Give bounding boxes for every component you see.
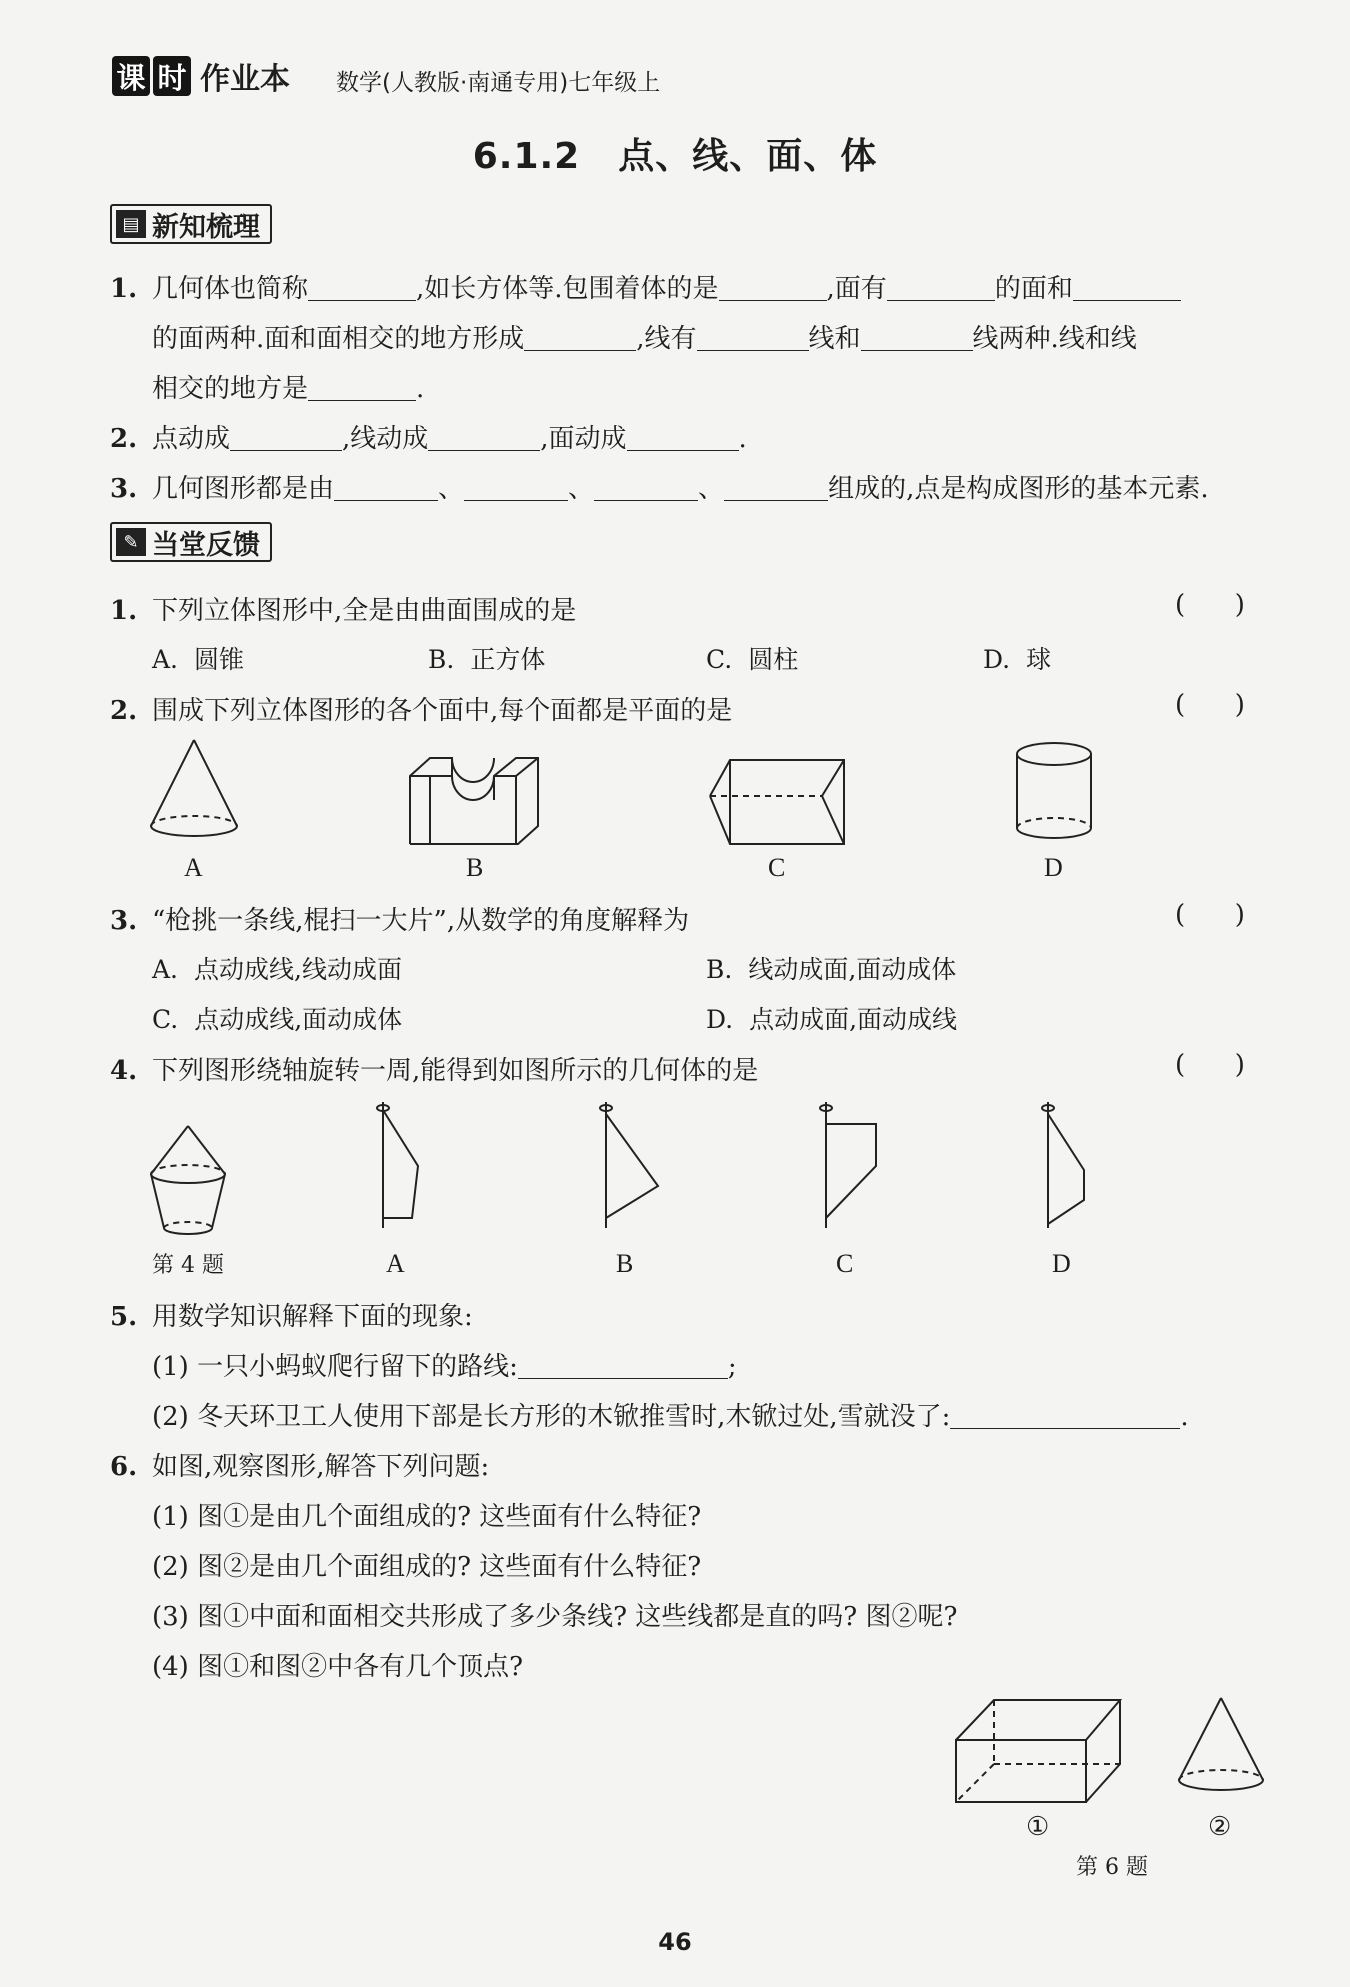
answer-blank[interactable] xyxy=(518,1354,728,1379)
text: (2) 冬天环卫工人使用下部是长方形的木锨推雪时,木锨过处,雪就没了: xyxy=(152,1402,951,1432)
cone-figure[interactable] xyxy=(1176,1696,1266,1804)
brand-logo xyxy=(112,56,290,96)
answer-paren[interactable]: ( ) xyxy=(1175,590,1245,620)
s1-q1-line3 xyxy=(152,368,424,405)
section-title: 点、线、面、体 xyxy=(618,136,878,177)
question-number: 6. xyxy=(110,1452,138,1482)
s1-q2 xyxy=(110,418,747,455)
option-text: 点动成线,线动成面 xyxy=(194,955,402,984)
option-a[interactable] xyxy=(152,640,244,676)
question-text: 用数学知识解释下面的现象: xyxy=(152,1302,473,1332)
logo-text: 作业本 xyxy=(200,62,290,97)
rotation-shape-a[interactable] xyxy=(370,1100,430,1230)
s1-q1-line1 xyxy=(110,268,1181,305)
answer-blank[interactable] xyxy=(334,476,438,501)
question-number: 3. xyxy=(110,474,138,504)
option-c[interactable] xyxy=(706,640,798,676)
page-title xyxy=(0,128,1350,179)
answer-blank[interactable] xyxy=(887,276,995,301)
option-letter: B. xyxy=(428,645,455,674)
question-number: 2. xyxy=(110,696,138,726)
cuboid-figure[interactable] xyxy=(954,1696,1124,1806)
section-header-label: 新知梳理 xyxy=(152,211,260,243)
section-header-label: 当堂反馈 xyxy=(152,529,260,561)
s2-q6 xyxy=(110,1446,489,1483)
question-number: 1. xyxy=(110,274,138,304)
figure-label-a: A xyxy=(386,1249,405,1278)
text: 几何体也简称 xyxy=(152,274,309,304)
question-text: 如图,观察图形,解答下列问题: xyxy=(152,1452,490,1482)
rotation-shape-d[interactable] xyxy=(1036,1100,1106,1230)
s2-q6-sub: (2) 图②是由几个面组成的? 这些面有什么特征? xyxy=(152,1552,702,1582)
section-header-class-feedback xyxy=(110,522,272,562)
option-letter: D. xyxy=(983,645,1011,674)
s2-q6-sub: (3) 图①中面和面相交共形成了多少条线? 这些线都是直的吗? 图②呢? xyxy=(152,1602,958,1632)
option-letter: D. xyxy=(706,1005,734,1034)
question-text: 下列立体图形中,全是由曲面围成的是 xyxy=(152,596,577,626)
option-text: 圆柱 xyxy=(748,645,799,674)
option-letter: C. xyxy=(152,1005,179,1034)
answer-blank[interactable] xyxy=(627,426,739,451)
answer-blank[interactable] xyxy=(861,326,973,351)
option-a[interactable] xyxy=(152,950,402,986)
figure-label-b: B xyxy=(616,1249,634,1278)
s2-q2 xyxy=(110,690,732,727)
option-b[interactable] xyxy=(706,950,956,986)
triangular-prism-figure[interactable] xyxy=(708,756,848,848)
rotation-shape-c[interactable] xyxy=(814,1100,894,1230)
figure-label-d: D xyxy=(1044,853,1063,882)
s1-q3 xyxy=(110,468,1209,505)
answer-paren[interactable]: ( ) xyxy=(1175,1050,1245,1080)
figure-label-2: ② xyxy=(1208,1812,1232,1841)
cone-on-frustum-figure[interactable] xyxy=(148,1124,228,1240)
pen-icon: ✎ xyxy=(116,528,146,556)
question-number: 3. xyxy=(110,906,138,936)
option-b[interactable] xyxy=(428,640,545,676)
question-text: “枪挑一条线,棍扫一大片”,从数学的角度解释为 xyxy=(152,906,690,936)
s2-q5-sub1 xyxy=(152,1346,737,1383)
text: . xyxy=(738,424,747,454)
book-subtitle: 数学(人教版·南通专用)七年级上 xyxy=(336,70,661,96)
text: 、 xyxy=(698,474,725,504)
question-number: 4. xyxy=(110,1056,138,1086)
answer-blank[interactable] xyxy=(308,376,416,401)
option-text: 点动成面,面动成线 xyxy=(749,1005,958,1034)
s2-q5 xyxy=(110,1296,473,1333)
option-letter: B. xyxy=(706,955,733,984)
page-number: 46 xyxy=(658,1928,692,1956)
answer-blank[interactable] xyxy=(719,276,827,301)
logo-char: 时 xyxy=(153,56,191,96)
text: ,线动成 xyxy=(342,424,429,454)
answer-blank[interactable] xyxy=(464,476,568,501)
figure-label-1: ① xyxy=(1026,1812,1050,1841)
option-text: 圆锥 xyxy=(194,645,245,674)
s2-q5-sub2 xyxy=(152,1396,1189,1433)
figure-caption-q4: 第 4 题 xyxy=(152,1253,224,1278)
figure-label-c: C xyxy=(768,853,786,882)
s2-q6-sub: (1) 图①是由几个面组成的? 这些面有什么特征? xyxy=(152,1502,702,1532)
answer-blank[interactable] xyxy=(308,276,416,301)
s2-q6-sub: (4) 图①和图②中各有几个顶点? xyxy=(152,1652,524,1682)
text: ,面动成 xyxy=(540,424,627,454)
figure-label-c: C xyxy=(836,1249,854,1278)
text: 的面和 xyxy=(994,274,1073,304)
question-text: 围成下列立体图形的各个面中,每个面都是平面的是 xyxy=(152,696,733,726)
s2-q3 xyxy=(110,900,689,937)
option-c[interactable] xyxy=(152,1000,402,1036)
option-letter: A. xyxy=(152,955,179,984)
question-text: 下列图形绕轴旋转一周,能得到如图所示的几何体的是 xyxy=(152,1056,759,1086)
figure-label-b: B xyxy=(466,853,484,882)
text: . xyxy=(1180,1402,1189,1432)
cylinder-figure[interactable] xyxy=(1014,740,1094,850)
text: 几何图形都是由 xyxy=(152,474,335,504)
answer-paren[interactable]: ( ) xyxy=(1175,900,1245,930)
option-text: 球 xyxy=(1026,645,1052,674)
text: 的面两种.面和面相交的地方形成 xyxy=(152,324,525,354)
text: 点动成 xyxy=(152,424,231,454)
book-icon: ▤ xyxy=(116,210,146,238)
text: . xyxy=(416,374,425,404)
option-d[interactable] xyxy=(983,640,1051,676)
text: ,线有 xyxy=(636,324,697,354)
section-number: 6.1.2 xyxy=(472,136,581,177)
figure-label-d: D xyxy=(1052,1249,1071,1278)
answer-blank[interactable] xyxy=(594,476,698,501)
answer-blank[interactable] xyxy=(524,326,636,351)
s2-q1 xyxy=(110,590,576,627)
option-d[interactable] xyxy=(706,1000,957,1036)
text: (1) 一只小蚂蚁爬行留下的路线: xyxy=(152,1352,518,1382)
section-header-new-knowledge xyxy=(110,204,272,244)
option-letter: C. xyxy=(706,645,733,674)
text: 线两种.线和线 xyxy=(972,324,1137,354)
logo-char: 课 xyxy=(112,56,150,96)
s1-q1-line2 xyxy=(152,318,1137,355)
text: 、 xyxy=(438,474,465,504)
option-letter: A. xyxy=(152,645,179,674)
text: 、 xyxy=(568,474,595,504)
question-number: 1. xyxy=(110,596,138,626)
rotation-shape-b[interactable] xyxy=(594,1100,674,1230)
text: 组成的,点是构成图形的基本元素. xyxy=(828,474,1209,504)
u-block-figure[interactable] xyxy=(408,754,540,850)
option-text: 点动成线,面动成体 xyxy=(194,1005,403,1034)
answer-blank[interactable] xyxy=(428,426,540,451)
text: ; xyxy=(727,1352,737,1382)
option-text: 线动成面,面动成体 xyxy=(748,955,957,984)
question-number: 5. xyxy=(110,1302,138,1332)
answer-blank[interactable] xyxy=(697,326,809,351)
answer-blank[interactable] xyxy=(950,1404,1180,1429)
figure-label-a: A xyxy=(184,853,203,882)
cone-figure[interactable] xyxy=(148,738,240,848)
answer-blank[interactable] xyxy=(1073,276,1181,301)
figure-caption-q6: 第 6 题 xyxy=(1076,1855,1148,1880)
s2-q4 xyxy=(110,1050,758,1087)
text: ,如长方体等.包围着体的是 xyxy=(416,274,719,304)
text: ,面有 xyxy=(826,274,887,304)
text: 线和 xyxy=(808,324,861,354)
text: 相交的地方是 xyxy=(152,374,309,404)
answer-blank[interactable] xyxy=(724,476,828,501)
option-text: 正方体 xyxy=(470,645,546,674)
answer-blank[interactable] xyxy=(230,426,342,451)
question-number: 2. xyxy=(110,424,138,454)
answer-paren[interactable]: ( ) xyxy=(1175,690,1245,720)
